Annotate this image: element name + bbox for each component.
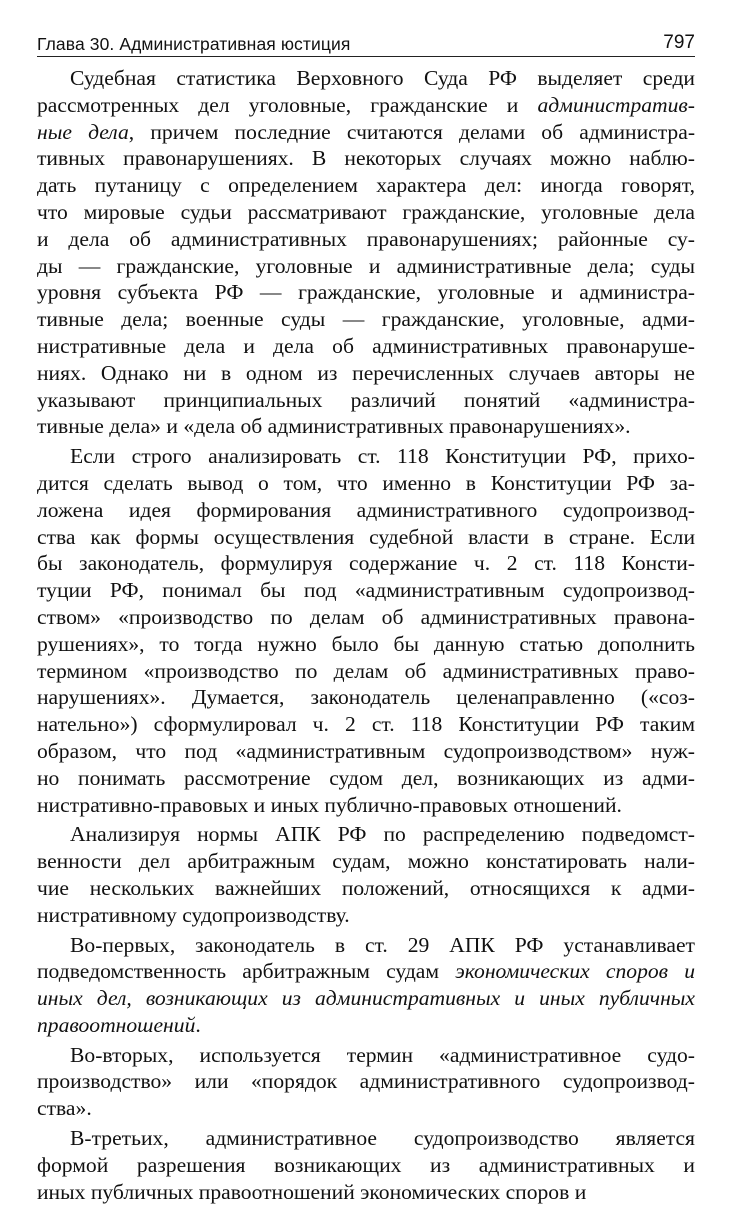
paragraph (37, 932, 695, 1039)
paragraph (37, 443, 695, 818)
text-line: чие нескольких важнейших положений, относящихся к адми- (37, 875, 695, 900)
text-line: тивных правонарушениях. В некоторых случаях можно наблю- (37, 146, 695, 171)
text-line: Судебная статистика Верховного Суда РФ выделяет среди (70, 66, 695, 90)
italic-phrase: ные дела (37, 119, 129, 144)
paragraph (37, 821, 695, 928)
text-line: нистративные дела и дела об административных правонаруше- (37, 333, 695, 358)
text-line: нистративно-правовых и иных публично-правовых отношений. (37, 792, 622, 817)
text-line: правоотношений. (37, 1012, 201, 1037)
text-line: нарушениях». Думается, законодатель целенаправленно («соз- (37, 685, 695, 710)
paragraph (37, 1042, 695, 1122)
chapter-title: Глава 30. Административная юстиция (37, 34, 351, 54)
running-head (37, 22, 695, 57)
text-line: тивные дела» и «дела об административных правонарушениях». (37, 414, 631, 439)
text-line: Если строго анализировать ст. 118 Конституции РФ, прихо- (70, 444, 695, 469)
text-line: производство» или «порядок административного судопроизвод- (37, 1069, 695, 1094)
body-text (37, 65, 695, 1205)
text-line: подведомственность арбитражным судам экономических споров и (37, 959, 695, 984)
text-line: ные дела, причем последние считаются делами об администра- (37, 119, 696, 144)
book-page (37, 22, 695, 1208)
text-line: венности дел арбитражным судам, можно констатировать нали- (37, 849, 695, 874)
text-line: уровня субъекта РФ — гражданские, уголовные и администра- (37, 280, 695, 305)
italic-phrase: административ- (537, 92, 695, 117)
text-line: указывают принципиальных различий понятий «администра- (37, 387, 695, 412)
text-line: дится сделать вывод о том, что именно в Конституции РФ за- (37, 470, 695, 495)
text-line: и дела об административных правонарушениях; районные су- (37, 226, 695, 251)
text-line: иных публичных правоотношений экономических споров и (37, 1179, 587, 1204)
paragraph (37, 1125, 695, 1205)
text-line: термином «производство по делам об административных право- (37, 658, 695, 683)
page-number: 797 (663, 32, 695, 53)
text-line: В-третьих, административное судопроизводство является (70, 1126, 695, 1151)
paragraph (37, 65, 695, 440)
text-line: что мировые судьи рассматривают гражданские, уголовные дела (37, 199, 695, 224)
text-line: но понимать рассмотрение судом дел, возникающих из адми- (37, 765, 695, 790)
italic-phrase: правоотношений (37, 1012, 196, 1037)
text-line: ложена идея формирования административного судопроизвод- (37, 497, 695, 522)
text-line: Анализируя нормы АПК РФ по распределению подведомст- (70, 822, 695, 847)
text-line: туции РФ, понимал бы под «административным судопроизвод- (37, 578, 695, 603)
text-line: ниях. Однако ни в одном из перечисленных случаев авторы не (37, 360, 695, 385)
text-line: формой разрешения возникающих из административных и (37, 1152, 695, 1177)
text-line (37, 985, 695, 1012)
italic-phrase: иных дел, возникающих из административных и иных публичных (37, 986, 695, 1011)
text-line: рушениях», то тогда нужно было бы данную статью дополнить (37, 631, 695, 656)
italic-phrase: экономических споров и (455, 959, 695, 984)
text-line: нистративному судопроизводству. (37, 902, 350, 927)
text-line: тивные дела; военные суды — гражданские, уголовные, адми- (37, 307, 695, 332)
text-line: Во-первых, законодатель в ст. 29 АПК РФ устанавливает (70, 932, 695, 957)
text-line: Во-вторых, используется термин «административное судо- (70, 1042, 695, 1067)
text-line: ды — гражданские, уголовные и административные дела; суды (37, 253, 695, 278)
text-line: ством» «производство по делам об административных правона- (37, 604, 695, 629)
text-line: дать путаницу с определением характера дел: иногда говорят, (37, 173, 695, 198)
text-line: нательно») сформулировал ч. 2 ст. 118 Конституции РФ таким (37, 712, 695, 737)
text-line: ства». (37, 1096, 92, 1121)
text-line: бы законодатель, формулируя содержание ч. 2 ст. 118 Консти- (37, 551, 695, 576)
text-line: образом, что под «административным судопроизводством» нуж- (37, 738, 695, 763)
text-line: ства как формы осуществления судебной власти в стране. Если (37, 524, 695, 549)
text-line: рассмотренных дел уголовные, гражданские и административ- (37, 92, 695, 117)
